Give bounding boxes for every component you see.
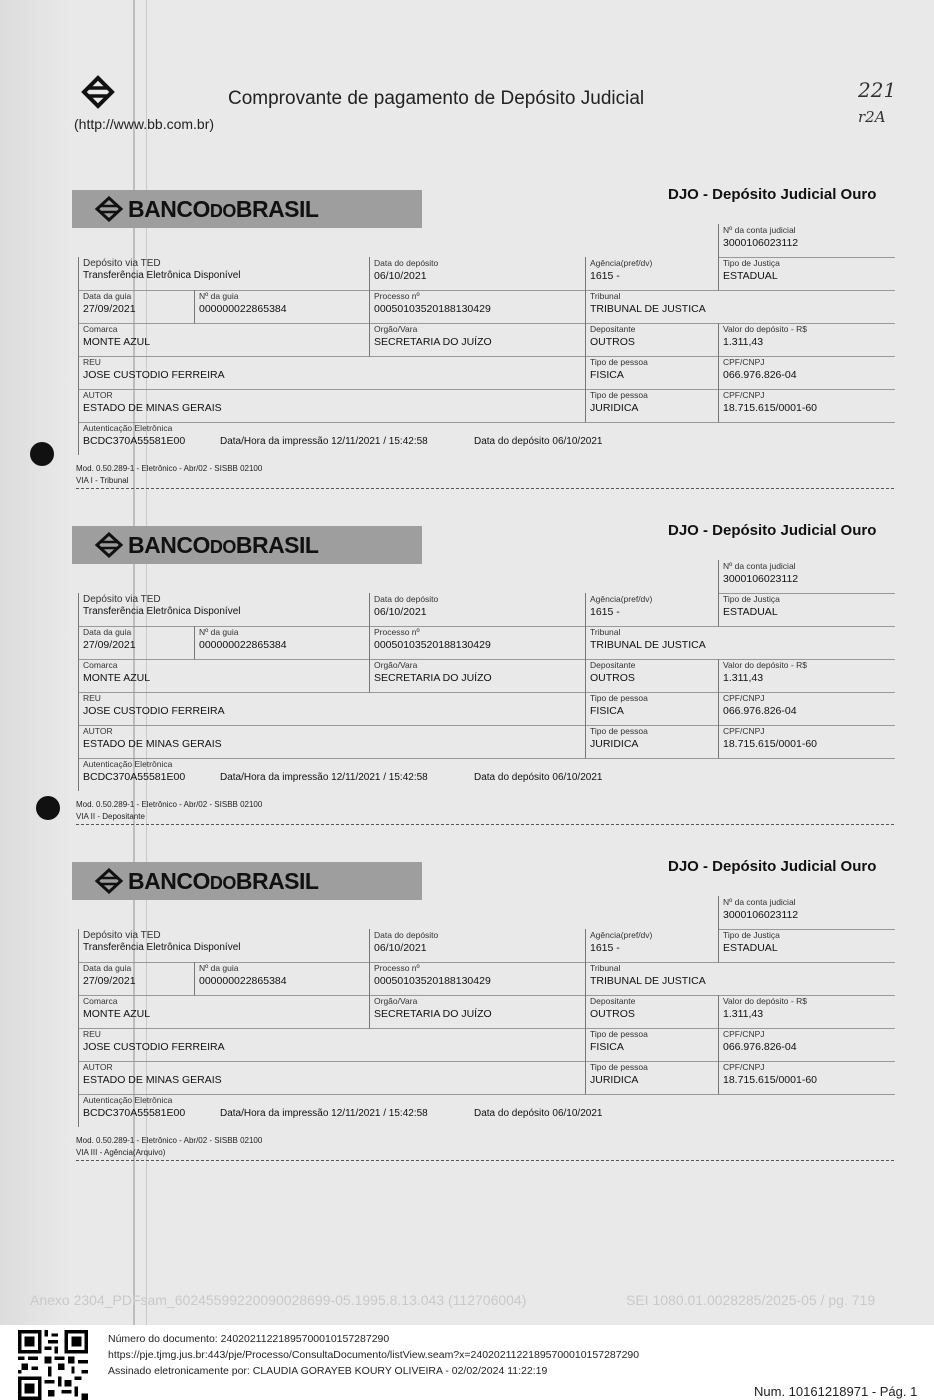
field-label: Nº da conta judicial xyxy=(723,561,796,571)
deposit-receipt xyxy=(0,522,934,852)
reu-cpf-cell xyxy=(718,692,895,726)
field-value: 066.976.826-04 xyxy=(723,1041,797,1053)
field-value: MONTE AZUL xyxy=(83,1008,151,1020)
field-label: Comarca xyxy=(83,324,118,334)
data-deposito-cell xyxy=(369,929,586,963)
field-label: CPF/CNPJ xyxy=(723,390,765,400)
field-label: Tipo de pessoa xyxy=(590,390,648,400)
field-label: Nº da guia xyxy=(199,627,239,637)
field-label: Orgão/Vara xyxy=(374,324,418,334)
field-value: 18.715.615/0001-60 xyxy=(723,402,818,414)
bb-logo-icon xyxy=(94,868,124,894)
field-value: Transferência Eletrônica Disponível xyxy=(83,606,241,617)
handwritten-page-number: 221 xyxy=(858,78,897,102)
field-value: FISICA xyxy=(590,705,624,717)
field-value: JURIDICA xyxy=(590,402,639,414)
field-label: CPF/CNPJ xyxy=(723,693,765,703)
tribunal-cell xyxy=(585,626,895,660)
bb-logo-icon xyxy=(94,196,124,222)
field-label: Tipo de pessoa xyxy=(590,1062,648,1072)
bank-banner xyxy=(72,862,422,900)
processo-cell xyxy=(369,626,586,660)
field-value: TRIBUNAL DE JUSTICA xyxy=(590,303,706,315)
autor-tipo-pessoa-cell xyxy=(585,1061,719,1095)
deposito-via-cell xyxy=(78,257,370,291)
bank-name-word: DO xyxy=(209,873,236,893)
reu-cpf-cell xyxy=(718,356,895,390)
cut-line xyxy=(76,488,894,489)
field-label: Data do depósito xyxy=(374,594,439,604)
djo-title: DJO - Depósito Judicial Ouro xyxy=(668,858,877,875)
field-value: ESTADUAL xyxy=(723,942,778,954)
field-value: BCDC370A55581E00 xyxy=(83,435,186,447)
field-value: MONTE AZUL xyxy=(83,336,151,348)
field-value: SECRETARIA DO JUÍZO xyxy=(374,672,492,684)
field-label: Depositante xyxy=(590,996,636,1006)
reu-tipo-pessoa-cell xyxy=(585,356,719,390)
bank-banner xyxy=(72,190,422,228)
field-label: Depósito via TED xyxy=(83,930,161,941)
field-label: Data da guia xyxy=(83,627,132,637)
deposit-date-footer: Data do depósito 06/10/2021 xyxy=(474,1108,603,1119)
processo-cell xyxy=(369,962,586,996)
conta-judicial-cell xyxy=(718,560,895,594)
bank-name xyxy=(128,196,318,223)
field-value: 18.715.615/0001-60 xyxy=(723,738,818,750)
agencia-cell xyxy=(585,593,719,627)
reu-tipo-pessoa-cell xyxy=(585,1028,719,1062)
field-value: Transferência Eletrônica Disponível xyxy=(83,270,241,281)
field-label: Tipo de pessoa xyxy=(590,726,648,736)
conta-judicial-cell xyxy=(718,224,895,258)
field-label: AUTOR xyxy=(83,390,113,400)
field-value: 3000106023112 xyxy=(723,237,799,249)
field-value: 1615 - xyxy=(590,942,620,954)
deposit-receipt xyxy=(0,186,934,516)
field-label: Tipo de Justiça xyxy=(723,930,780,940)
autor-cell xyxy=(78,389,586,423)
field-value: 1615 - xyxy=(590,606,620,618)
field-value: 00050103520188130429 xyxy=(374,975,491,987)
autor-tipo-pessoa-cell xyxy=(585,725,719,759)
via-label: VIA III - Agência(Arquivo) xyxy=(76,1148,166,1157)
bank-url: (http://www.bb.com.br) xyxy=(74,116,215,132)
field-label: Depositante xyxy=(590,660,636,670)
field-value: FISICA xyxy=(590,1041,624,1053)
tipo-justica-cell xyxy=(718,593,895,627)
field-label: Data da guia xyxy=(83,963,132,973)
bank-name xyxy=(128,868,318,895)
field-label: Nº da guia xyxy=(199,291,239,301)
data-deposito-cell xyxy=(369,593,586,627)
field-label: Processo nº xyxy=(374,963,420,973)
valor-deposito-cell xyxy=(718,659,895,693)
field-label: Nº da guia xyxy=(199,963,239,973)
conta-judicial-cell xyxy=(718,896,895,930)
bb-logo-icon xyxy=(78,72,118,112)
field-value: 06/10/2021 xyxy=(374,606,427,618)
field-value: TRIBUNAL DE JUSTICA xyxy=(590,639,706,651)
tipo-justica-cell xyxy=(718,257,895,291)
watermark-right: SEI 1080.01.0028285/2025-05 / pg. 719 xyxy=(626,1292,876,1308)
field-value: JOSE CUSTODIO FERREIRA xyxy=(83,1041,225,1053)
field-value: ESTADO DE MINAS GERAIS xyxy=(83,402,222,414)
cut-line xyxy=(76,824,894,825)
valor-deposito-cell xyxy=(718,323,895,357)
field-value: OUTROS xyxy=(590,336,635,348)
comarca-cell xyxy=(78,659,370,693)
field-value: 000000022865384 xyxy=(199,975,287,987)
form-model: Mod. 0.50.289-1 - Eletrônico - Abr/02 - SISBB 02100 xyxy=(76,464,263,473)
field-value: ESTADO DE MINAS GERAIS xyxy=(83,738,222,750)
bank-name-word: BRASIL xyxy=(235,868,319,894)
page-title: Comprovante de pagamento de Depósito Judicial xyxy=(228,88,645,109)
data-guia-cell xyxy=(78,962,195,996)
deposit-date-footer: Data do depósito 06/10/2021 xyxy=(474,436,603,447)
field-value: 06/10/2021 xyxy=(374,270,427,282)
field-value: ESTADUAL xyxy=(723,606,778,618)
bank-name-word: BRASIL xyxy=(235,532,319,558)
autor-cell xyxy=(78,725,586,759)
bank-name-word: BANCO xyxy=(128,196,210,222)
print-timestamp: Data/Hora da impressão 12/11/2021 / 15:42:58 xyxy=(220,772,428,783)
deposito-via-cell xyxy=(78,593,370,627)
agencia-cell xyxy=(585,929,719,963)
field-value: JOSE CUSTODIO FERREIRA xyxy=(83,369,225,381)
footer-link[interactable]: https://pje.tjmg.jus.br:443/pje/Processo/ConsultaDocumento/listView.seam?x=24020211221895700010157287290 xyxy=(108,1349,640,1361)
num-guia-cell xyxy=(194,626,370,660)
depositante-cell xyxy=(585,995,719,1029)
data-deposito-cell xyxy=(369,257,586,291)
field-label: Data do depósito xyxy=(374,258,439,268)
field-label: Autenticação Eletrônica xyxy=(83,423,173,433)
field-label: Valor do depósito - R$ xyxy=(723,324,807,334)
num-guia-cell xyxy=(194,290,370,324)
deposit-date-footer: Data do depósito 06/10/2021 xyxy=(474,772,603,783)
reu-cell xyxy=(78,356,586,390)
depositante-cell xyxy=(585,659,719,693)
comarca-cell xyxy=(78,995,370,1029)
depositante-cell xyxy=(585,323,719,357)
field-label: CPF/CNPJ xyxy=(723,1062,765,1072)
field-value: 066.976.826-04 xyxy=(723,369,797,381)
field-value: 1.311,43 xyxy=(723,672,764,684)
field-label: Comarca xyxy=(83,660,118,670)
field-label: Tipo de pessoa xyxy=(590,357,648,367)
deposito-via-cell xyxy=(78,929,370,963)
field-label: Tipo de Justiça xyxy=(723,258,780,268)
cut-line xyxy=(76,1160,894,1161)
field-value: BCDC370A55581E00 xyxy=(83,1107,186,1119)
field-value: 27/09/2021 xyxy=(83,639,136,651)
field-label: Tribunal xyxy=(590,291,621,301)
field-label: Tribunal xyxy=(590,627,621,637)
field-value: SECRETARIA DO JUÍZO xyxy=(374,1008,492,1020)
field-value: Transferência Eletrônica Disponível xyxy=(83,942,241,953)
form-model: Mod. 0.50.289-1 - Eletrônico - Abr/02 - SISBB 02100 xyxy=(76,1136,263,1145)
field-label: Data da guia xyxy=(83,291,132,301)
field-label: Valor do depósito - R$ xyxy=(723,996,807,1006)
field-label: REU xyxy=(83,357,101,367)
footer-page-number: Num. 10161218971 - Pág. 1 xyxy=(754,1384,918,1399)
reu-cell xyxy=(78,1028,586,1062)
orgao-vara-cell xyxy=(369,995,586,1029)
handwritten-initials: r2A xyxy=(858,108,886,126)
field-label: CPF/CNPJ xyxy=(723,1029,765,1039)
field-label: Autenticação Eletrônica xyxy=(83,759,173,769)
qr-code-icon xyxy=(18,1330,88,1400)
field-label: Nº da conta judicial xyxy=(723,897,796,907)
tribunal-cell xyxy=(585,290,895,324)
field-value: 00050103520188130429 xyxy=(374,639,491,651)
field-value: 27/09/2021 xyxy=(83,303,136,315)
field-value: BCDC370A55581E00 xyxy=(83,771,186,783)
field-value: 1.311,43 xyxy=(723,336,764,348)
field-value: JURIDICA xyxy=(590,1074,639,1086)
djo-title: DJO - Depósito Judicial Ouro xyxy=(668,186,877,203)
field-value: ESTADUAL xyxy=(723,270,778,282)
field-label: Autenticação Eletrônica xyxy=(83,1095,173,1105)
autor-cnpj-cell xyxy=(718,1061,895,1095)
field-value: 3000106023112 xyxy=(723,909,799,921)
autenticacao-cell xyxy=(78,422,193,455)
field-value: MONTE AZUL xyxy=(83,672,151,684)
bank-name-word: BRASIL xyxy=(235,196,319,222)
tribunal-cell xyxy=(585,962,895,996)
field-value: ESTADO DE MINAS GERAIS xyxy=(83,1074,222,1086)
autenticacao-cell xyxy=(78,758,193,791)
bank-name-word: DO xyxy=(209,201,236,221)
field-label: Tipo de Justiça xyxy=(723,594,780,604)
reu-tipo-pessoa-cell xyxy=(585,692,719,726)
field-label: Depósito via TED xyxy=(83,594,161,605)
field-label: Nº da conta judicial xyxy=(723,225,796,235)
field-label: Agência(pref/dv) xyxy=(590,930,653,940)
field-label: Orgão/Vara xyxy=(374,660,418,670)
field-value: 066.976.826-04 xyxy=(723,705,797,717)
field-value: JOSE CUSTODIO FERREIRA xyxy=(83,705,225,717)
field-value: 000000022865384 xyxy=(199,303,287,315)
field-label: Comarca xyxy=(83,996,118,1006)
via-label: VIA I - Tribunal xyxy=(76,476,129,485)
field-label: Orgão/Vara xyxy=(374,996,418,1006)
field-label: Tribunal xyxy=(590,963,621,973)
field-label: AUTOR xyxy=(83,1062,113,1072)
field-label: Processo nº xyxy=(374,627,420,637)
field-value: OUTROS xyxy=(590,672,635,684)
data-guia-cell xyxy=(78,626,195,660)
field-label: Valor do depósito - R$ xyxy=(723,660,807,670)
bank-name xyxy=(128,532,318,559)
field-value: 1615 - xyxy=(590,270,620,282)
field-value: SECRETARIA DO JUÍZO xyxy=(374,336,492,348)
field-label: Depósito via TED xyxy=(83,258,161,269)
deposit-receipt xyxy=(0,858,934,1188)
field-label: Agência(pref/dv) xyxy=(590,594,653,604)
autor-cell xyxy=(78,1061,586,1095)
field-label: AUTOR xyxy=(83,726,113,736)
field-value: 00050103520188130429 xyxy=(374,303,491,315)
field-value: 000000022865384 xyxy=(199,639,287,651)
orgao-vara-cell xyxy=(369,659,586,693)
bank-name-word: BANCO xyxy=(128,868,210,894)
agencia-cell xyxy=(585,257,719,291)
field-label: Tipo de pessoa xyxy=(590,693,648,703)
watermark-left: Anexo 2304_PDFsam_60245599220090028699-05.1995.8.13.043 (112706004) xyxy=(30,1292,527,1308)
autor-cnpj-cell xyxy=(718,725,895,759)
reu-cpf-cell xyxy=(718,1028,895,1062)
field-value: JURIDICA xyxy=(590,738,639,750)
autor-tipo-pessoa-cell xyxy=(585,389,719,423)
field-label: CPF/CNPJ xyxy=(723,357,765,367)
comarca-cell xyxy=(78,323,370,357)
field-label: Tipo de pessoa xyxy=(590,1029,648,1039)
field-label: Agência(pref/dv) xyxy=(590,258,653,268)
field-value: TRIBUNAL DE JUSTICA xyxy=(590,975,706,987)
field-value: 1.311,43 xyxy=(723,1008,764,1020)
field-label: Depositante xyxy=(590,324,636,334)
processo-cell xyxy=(369,290,586,324)
print-timestamp: Data/Hora da impressão 12/11/2021 / 15:42:58 xyxy=(220,436,428,447)
bank-name-word: DO xyxy=(209,537,236,557)
field-value: 27/09/2021 xyxy=(83,975,136,987)
via-label: VIA II - Depositante xyxy=(76,812,145,821)
form-model: Mod. 0.50.289-1 - Eletrônico - Abr/02 - SISBB 02100 xyxy=(76,800,263,809)
bb-logo-icon xyxy=(94,532,124,558)
djo-title: DJO - Depósito Judicial Ouro xyxy=(668,522,877,539)
autenticacao-cell xyxy=(78,1094,193,1127)
footer-document-number: Número do documento: 24020211221895700010157287290 xyxy=(108,1333,390,1345)
footer-signature: Assinado eletronicamente por: CLAUDIA GORAYEB KOURY OLIVEIRA - 02/02/2024 11:22:19 xyxy=(108,1365,548,1377)
field-label: Data do depósito xyxy=(374,930,439,940)
field-value: 3000106023112 xyxy=(723,573,799,585)
print-timestamp: Data/Hora da impressão 12/11/2021 / 15:42:58 xyxy=(220,1108,428,1119)
field-value: OUTROS xyxy=(590,1008,635,1020)
field-value: FISICA xyxy=(590,369,624,381)
autor-cnpj-cell xyxy=(718,389,895,423)
bank-banner xyxy=(72,526,422,564)
tipo-justica-cell xyxy=(718,929,895,963)
valor-deposito-cell xyxy=(718,995,895,1029)
field-value: 06/10/2021 xyxy=(374,942,427,954)
field-label: REU xyxy=(83,1029,101,1039)
field-value: 18.715.615/0001-60 xyxy=(723,1074,818,1086)
bank-name-word: BANCO xyxy=(128,532,210,558)
field-label: Processo nº xyxy=(374,291,420,301)
field-label: CPF/CNPJ xyxy=(723,726,765,736)
reu-cell xyxy=(78,692,586,726)
field-label: REU xyxy=(83,693,101,703)
num-guia-cell xyxy=(194,962,370,996)
orgao-vara-cell xyxy=(369,323,586,357)
data-guia-cell xyxy=(78,290,195,324)
